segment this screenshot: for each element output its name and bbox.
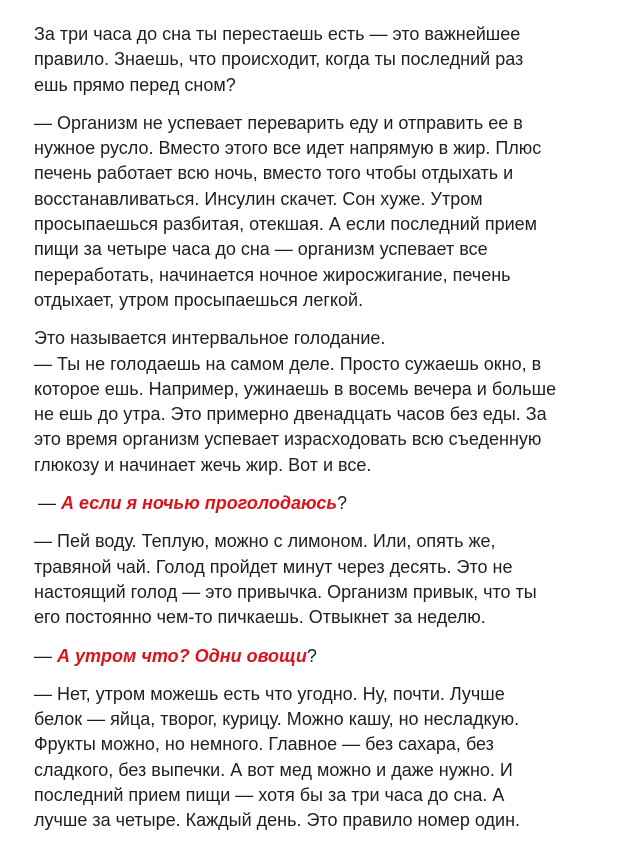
paragraph-intro: За три часа до сна ты перестаешь есть — это важнейшее правило. Знаешь, что происходит, когда ты последний раз ешь прямо перед сном? [34, 24, 524, 95]
question-mark: ? [337, 493, 348, 514]
question-dash: — [38, 493, 62, 514]
question-highlight-text: А если я ночью проголодаюсь [61, 493, 338, 514]
question-mark: ? [306, 645, 317, 666]
paragraph-answer-water: — Пей воду. Теплую, можно с лимоном. Или, опять же, травяной чай. Голод пройдет минут через десять. Это не настоящий голод — это привычка. Организм привык, что ты его постоянно чем-то пичкаешь. Отвыкнет за неделю. [34, 531, 537, 628]
paragraph-answer-morning: — Нет, утром можешь есть что угодно. Ну, почти. Лучше белок — яйца, творог, курицу. Можно кашу, но несладкую. Фрукты можно, но немного. Главное — без сахара, без сладкого, без выпечки. А вот мед можно и даже нужно. И последний прием пищи — хотя бы за три часа до сна. А лучше за четыре. Каждый день. Это правило номер один. [34, 683, 521, 831]
question-morning-food [34, 644, 604, 669]
paragraph-answer-digestion: — Организм не успевает переварить еду и отправить ее в нужное русло. Вместо этого все идет напрямую в жир. Плюс печень работает всю ночь, вместо того чтобы отдыхать и восстанавливаться. Инсулин скачет. Сон хуже. Утром просыпаешься разбитая, отекшая. А если последний прием пищи за четыре часа до сна — организм успевает все переработать, начинается ночное жиросжигание, печень отдыхает, утром просыпаешься легкой. [34, 112, 542, 310]
paragraph-interval-fasting: Это называется интервальное голодание. — Ты не голодаешь на самом деле. Просто сужаешь окно, в которое ешь. Например, ужинаешь в восемь вечера и больше не ешь до утра. Это примерно двенадцать часов без еды. За это время организм успевает израсходовать всю съеденную глюкозу и начинает жечь жир. Вот и все. [34, 328, 557, 475]
question-night-hunger [34, 491, 604, 516]
question-highlight-text: А утром что? Одни овощи [57, 645, 307, 666]
article-body [34, 22, 604, 847]
question-dash: — [34, 645, 58, 666]
